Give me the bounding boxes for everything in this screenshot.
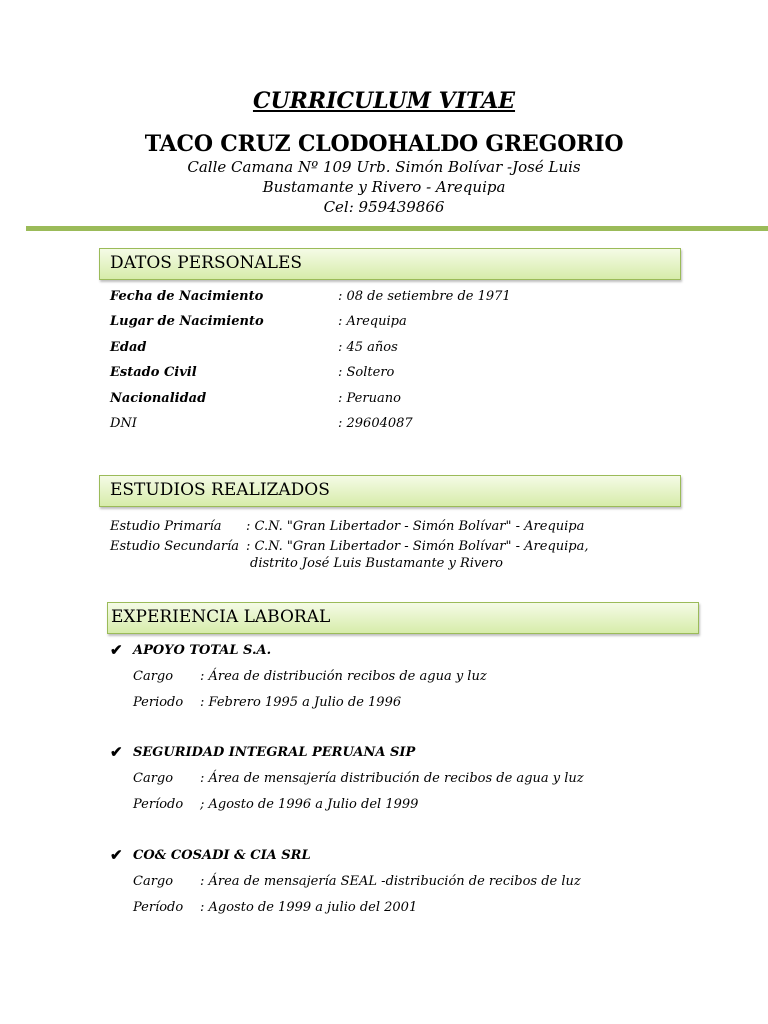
job-period-value: ; Agosto de 1996 a Julio del 1999 xyxy=(200,797,419,812)
candidate-name: TACO CRUZ CLODOHALDO GREGORIO xyxy=(144,131,624,157)
job-company: CO& COSADI & CIA SRL xyxy=(133,848,311,863)
personal-value: : Arequipa xyxy=(338,314,407,329)
job-period-label: Período xyxy=(133,797,184,812)
checkmark-icon: ✔ xyxy=(110,641,123,659)
job-company: SEGURIDAD INTEGRAL PERUANA SIP xyxy=(133,745,416,760)
section-heading-experience: EXPERIENCIA LABORAL xyxy=(111,607,331,627)
personal-label: Edad xyxy=(110,340,147,355)
section-studies xyxy=(99,475,681,507)
personal-label: Lugar de Nacimiento xyxy=(110,314,264,329)
job-cargo-value: : Área de mensajería distribución de recibos de agua y luz xyxy=(200,771,584,786)
personal-label: Nacionalidad xyxy=(110,391,207,406)
address-line-2: Bustamante y Rivero - Arequipa xyxy=(262,178,506,196)
job-cargo-label: Cargo xyxy=(133,771,174,786)
document-title: CURRICULUM VITAE xyxy=(252,88,516,114)
personal-label: Estado Civil xyxy=(110,365,197,380)
section-heading-personal: DATOS PERSONALES xyxy=(110,253,303,273)
job-period-label: Periodo xyxy=(133,695,184,710)
job-period-value: : Agosto de 1999 a julio del 2001 xyxy=(200,900,418,915)
address-line-1: Calle Camana Nº 109 Urb. Simón Bolívar -José Luis xyxy=(187,158,581,176)
checkmark-icon: ✔ xyxy=(110,846,123,864)
personal-label: DNI xyxy=(110,416,137,431)
personal-value: : Soltero xyxy=(338,365,395,380)
section-personal-data xyxy=(99,248,681,280)
job-cargo-value: : Área de distribución recibos de agua y luz xyxy=(200,669,487,684)
checkmark-icon: ✔ xyxy=(110,743,123,761)
job-period-label: Período xyxy=(133,900,184,915)
personal-value: : 29604087 xyxy=(338,416,413,431)
study-primary-label: Estudio Primaría xyxy=(110,519,222,534)
job-cargo-label: Cargo xyxy=(133,874,174,889)
job-period-value: : Febrero 1995 a Julio de 1996 xyxy=(200,695,402,710)
personal-value: : 45 años xyxy=(338,340,398,355)
study-primary-value: : C.N. "Gran Libertador - Simón Bolívar" - Arequipa xyxy=(246,519,585,534)
job-cargo-value: : Área de mensajería SEAL -distribución de recibos de luz xyxy=(200,874,581,889)
personal-value: : Peruano xyxy=(338,391,401,406)
section-experience xyxy=(107,602,699,634)
study-secondary-label: Estudio Secundaría xyxy=(110,539,240,554)
job-company: APOYO TOTAL S.A. xyxy=(133,643,272,658)
header-divider xyxy=(26,226,768,231)
personal-value: : 08 de setiembre de 1971 xyxy=(338,289,511,304)
personal-label: Fecha de Nacimiento xyxy=(110,289,264,304)
study-secondary-value-continued: distrito José Luis Bustamante y Rivero xyxy=(250,556,504,571)
section-heading-studies: ESTUDIOS REALIZADOS xyxy=(110,480,330,500)
study-secondary-value: : C.N. "Gran Libertador - Simón Bolívar" - Arequipa, xyxy=(246,539,589,554)
job-cargo-label: Cargo xyxy=(133,669,174,684)
phone-line: Cel: 959439866 xyxy=(323,198,445,216)
